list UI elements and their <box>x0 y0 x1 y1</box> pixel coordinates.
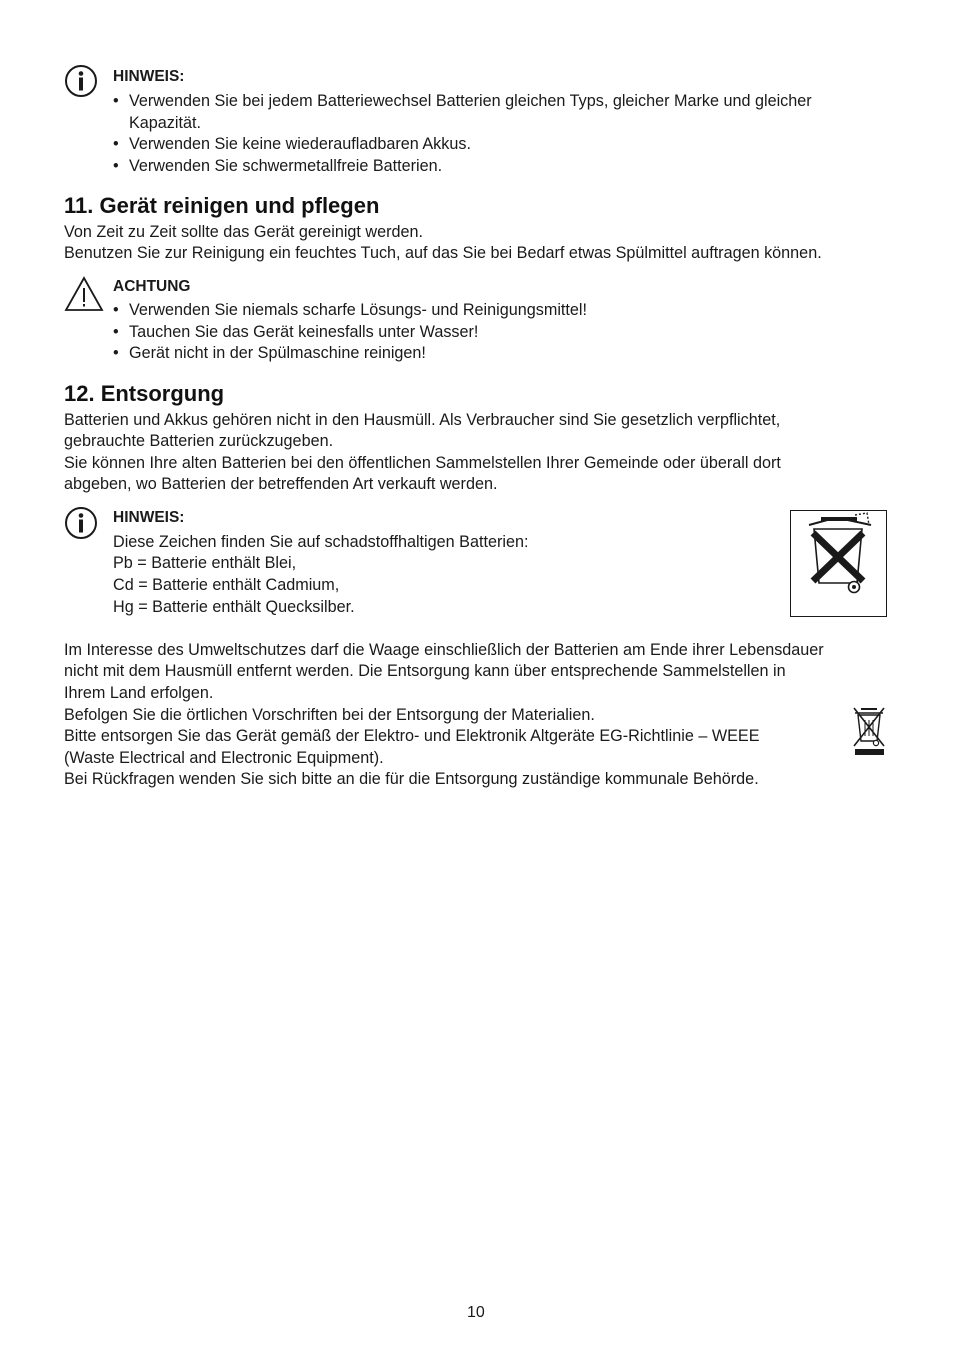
paragraph: (Waste Electrical and Electronic Equipment). <box>64 749 384 767</box>
list-item: • Verwenden Sie bei jedem Batteriewechsel Batterien gleichen Typs, gleicher Marke und gleicher Kapazität. <box>113 91 812 134</box>
paragraph: Befolgen Sie die örtlichen Vorschriften bei der Entsorgung der Materialien. <box>64 706 595 724</box>
warning-icon <box>64 276 104 312</box>
paragraph: gebrauchte Batterien zurückzugeben. <box>64 432 334 450</box>
paragraph: Bei Rückfragen wenden Sie sich bitte an die für die Entsorgung zuständige kommunale Behörde. <box>64 770 759 788</box>
weee-crossed-bin-icon <box>851 705 887 757</box>
notice-label: HINWEIS: <box>113 509 185 526</box>
warning-list <box>113 300 587 365</box>
section-title: 11. Gerät reinigen und pflegen <box>64 193 380 218</box>
warning-label: ACHTUNG <box>113 278 191 295</box>
paragraph: Benutzen Sie zur Reinigung ein feuchtes Tuch, auf das Sie bei Bedarf etwas Spülmittel auftragen können. <box>64 244 822 262</box>
notice-line: Hg = Batterie enthält Quecksilber. <box>113 598 355 616</box>
notice-label: HINWEIS: <box>113 68 185 85</box>
list-item: • Verwenden Sie schwermetallfreie Batterien. <box>113 156 812 178</box>
notice-line: Pb = Batterie enthält Blei, <box>113 554 297 572</box>
battery-disposal-symbol <box>790 510 887 617</box>
list-item: • Verwenden Sie niemals scharfe Lösungs- und Reinigungsmittel! <box>113 300 587 322</box>
list-item: • Verwenden Sie keine wiederaufladbaren Akkus. <box>113 134 812 156</box>
paragraph: Ihrem Land erfolgen. <box>64 684 214 702</box>
list-item: • Tauchen Sie das Gerät keinesfalls unter Wasser! <box>113 322 587 344</box>
section-title: 12. Entsorgung <box>64 381 225 406</box>
paragraph: abgeben, wo Batterien der betreffenden Art verkauft werden. <box>64 475 498 493</box>
paragraph: Batterien und Akkus gehören nicht in den Hausmüll. Als Verbraucher sind Sie gesetzlich verpflichtet, <box>64 411 781 429</box>
notice-list <box>113 91 812 177</box>
info-icon <box>64 64 98 98</box>
page-number: 10 <box>467 1304 485 1321</box>
list-item: • Gerät nicht in der Spülmaschine reinigen! <box>113 343 587 365</box>
paragraph: Von Zeit zu Zeit sollte das Gerät gereinigt werden. <box>64 223 424 241</box>
crossed-bin-icon <box>809 513 871 593</box>
paragraph: Sie können Ihre alten Batterien bei den öffentlichen Sammelstellen Ihrer Gemeinde oder überall dort <box>64 454 781 472</box>
paragraph: Bitte entsorgen Sie das Gerät gemäß der Elektro- und Elektronik Altgeräte EG-Richtlinie – WEEE <box>64 727 760 745</box>
paragraph: Im Interesse des Umweltschutzes darf die Waage einschließlich der Batterien am Ende ihrer Lebensdauer <box>64 641 824 659</box>
paragraph: nicht mit dem Hausmüll entfernt werden. Die Entsorgung kann über entsprechende Sammelstellen in <box>64 662 786 680</box>
info-icon <box>64 506 98 540</box>
notice-line: Cd = Batterie enthält Cadmium, <box>113 576 340 594</box>
notice-line: Diese Zeichen finden Sie auf schadstoffhaltigen Batterien: <box>113 533 529 551</box>
